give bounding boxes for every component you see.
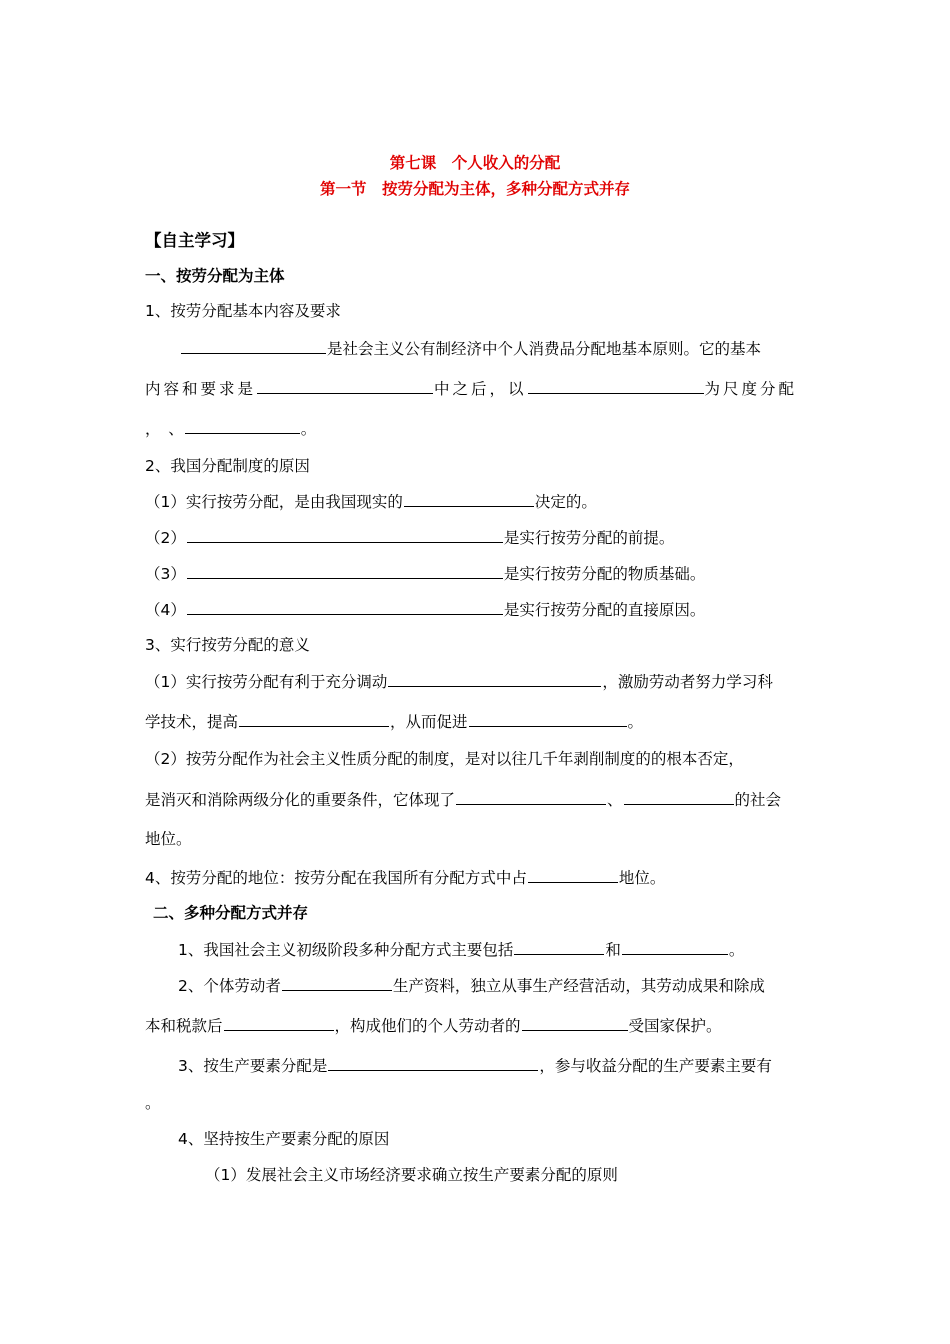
question-3-item-2-line-c: 地位。 bbox=[145, 830, 192, 848]
question-1-title: 1、按劳分配基本内容及要求 bbox=[145, 302, 341, 320]
answer-blank[interactable] bbox=[187, 526, 503, 543]
answer-blank[interactable] bbox=[187, 562, 503, 579]
part-2-question-2-line-a: 2、个体劳动者 生产资料，独立从事生产经营活动，其劳动成果和除成 bbox=[178, 974, 765, 997]
answer-blank[interactable] bbox=[224, 1014, 334, 1031]
question-2-item-4: （4） 是实行按劳分配的直接原因。 bbox=[145, 598, 705, 621]
answer-blank[interactable] bbox=[469, 710, 627, 727]
answer-blank[interactable] bbox=[624, 788, 734, 805]
answer-blank[interactable] bbox=[181, 337, 326, 354]
part-2-question-3-line-b: 。 bbox=[145, 1094, 161, 1112]
answer-blank[interactable] bbox=[622, 938, 728, 955]
answer-blank[interactable] bbox=[514, 938, 604, 955]
question-1-line-c: ， 、 。 bbox=[145, 417, 316, 440]
answer-blank[interactable] bbox=[239, 710, 389, 727]
question-2-title: 2、我国分配制度的原因 bbox=[145, 457, 310, 475]
answer-blank[interactable] bbox=[456, 788, 606, 805]
self-study-heading: 【自主学习】 bbox=[145, 231, 244, 250]
part-2-question-3-line-a: 3、按生产要素分配是 ，参与收益分配的生产要素主要有 bbox=[178, 1054, 772, 1077]
answer-blank[interactable] bbox=[528, 377, 704, 394]
question-2-item-2: （2） 是实行按劳分配的前提。 bbox=[145, 526, 674, 549]
answer-blank[interactable] bbox=[328, 1054, 538, 1071]
question-3-item-1-line-a: （1）实行按劳分配有利于充分调动 ，激励劳动者努力学习科 bbox=[145, 670, 773, 693]
question-1-line-b: 内容和要求是 中之后，以 为尺度分配 bbox=[145, 377, 797, 400]
answer-blank[interactable] bbox=[404, 490, 534, 507]
question-3-item-2-line-b: 是消灭和消除两级分化的重要条件，它体现了 、 的社会 bbox=[145, 788, 781, 811]
question-3-item-1-line-b: 学技术，提高 ，从而促进 。 bbox=[145, 710, 643, 733]
question-3-item-2-line-a: （2）按劳分配作为社会主义性质分配的制度，是对以往几千年剥削制度的的根本否定， bbox=[145, 750, 744, 768]
question-1-line-a: 是社会主义公有制经济中个人消费品分配地基本原则。它的基本 bbox=[180, 337, 761, 360]
section-title: 第一节 按劳分配为主体，多种分配方式并存 bbox=[319, 180, 630, 198]
question-4: 4、按劳分配的地位：按劳分配在我国所有分配方式中占 地位。 bbox=[145, 866, 665, 889]
answer-blank[interactable] bbox=[528, 866, 618, 883]
question-2-item-1: （1）实行按劳分配，是由我国现实的 决定的。 bbox=[145, 490, 597, 513]
answer-blank[interactable] bbox=[185, 417, 300, 434]
answer-blank[interactable] bbox=[187, 598, 503, 615]
part-2-question-4: 4、坚持按生产要素分配的原因 bbox=[178, 1130, 390, 1148]
question-3-title: 3、实行按劳分配的意义 bbox=[145, 636, 310, 654]
lesson-title: 第七课 个人收入的分配 bbox=[389, 154, 561, 172]
part-2-question-2-line-b: 本和税款后 ，构成他们的个人劳动者的 受国家保护。 bbox=[145, 1014, 722, 1037]
answer-blank[interactable] bbox=[388, 670, 601, 687]
part-2-question-1: 1、我国社会主义初级阶段多种分配方式主要包括 和 。 bbox=[178, 938, 744, 961]
part-2-question-4-item-1: （1）发展社会主义市场经济要求确立按生产要素分配的原则 bbox=[205, 1166, 618, 1184]
answer-blank[interactable] bbox=[522, 1014, 628, 1031]
question-2-item-3: （3） 是实行按劳分配的物质基础。 bbox=[145, 562, 705, 585]
part-one-heading: 一、按劳分配为主体 bbox=[145, 267, 285, 285]
answer-blank[interactable] bbox=[257, 377, 433, 394]
answer-blank[interactable] bbox=[282, 974, 392, 991]
part-two-heading: 二、多种分配方式并存 bbox=[153, 904, 309, 922]
